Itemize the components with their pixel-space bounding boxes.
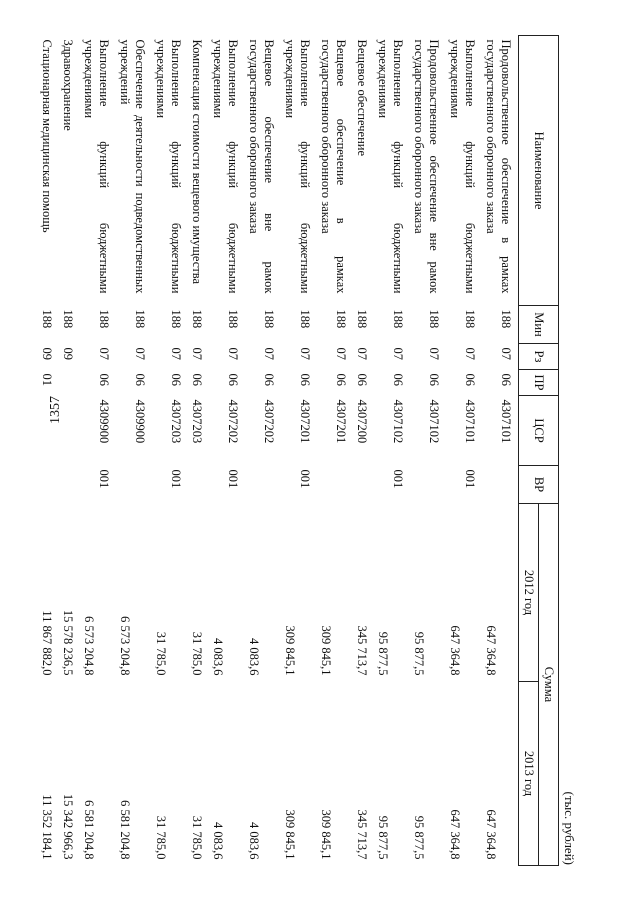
row-min: 188 [298, 309, 312, 329]
row-min: 188 [190, 309, 204, 329]
units-label: (тыс. рублей) [562, 791, 577, 865]
header-min: Мин [519, 306, 559, 344]
row-vr: 001 [97, 469, 111, 489]
row-rz: 09 [40, 347, 54, 360]
row-sum-2013: 11 352 184,1 [40, 794, 54, 860]
row-csr: 4307200 [355, 399, 369, 444]
row-sum-2013: 309 845,1 [319, 809, 333, 860]
row-min: 188 [355, 309, 369, 329]
table-row [78, 36, 114, 866]
row-name: Выполнение функций бюджетными учреждениями [448, 39, 477, 294]
row-rz: 07 [133, 347, 147, 360]
row-min: 188 [427, 309, 441, 329]
row-pr: 06 [427, 373, 441, 386]
row-pr: 06 [298, 373, 312, 386]
header-pr: ПР [519, 370, 559, 396]
table-header [519, 36, 559, 866]
row-vr [243, 466, 279, 504]
table-row [408, 36, 444, 866]
table-row [114, 36, 150, 866]
row-min: 188 [133, 309, 147, 329]
row-pr: 06 [499, 373, 513, 386]
table-row [207, 36, 243, 866]
row-name: Продовольственное обеспечение вне рамок государственного оборонного заказа [412, 39, 441, 294]
row-pr: 06 [334, 373, 348, 386]
row-pr: 06 [133, 373, 147, 386]
table-row [480, 36, 519, 866]
row-sum-2013: 95 877,5 [412, 815, 426, 860]
row-sum-2013: 31 785,0 [154, 815, 168, 860]
table-row [351, 36, 372, 866]
header-sum: Сумма [539, 504, 559, 866]
row-sum-2012: 309 845,1 [319, 625, 333, 676]
row-rz: 07 [355, 347, 369, 360]
row-min: 188 [226, 309, 240, 329]
row-vr [315, 466, 351, 504]
row-rz: 07 [391, 347, 405, 360]
header-rz: Рз [519, 344, 559, 370]
row-pr: 06 [190, 373, 204, 386]
row-min: 188 [97, 309, 111, 329]
row-csr: 4307202 [226, 399, 240, 444]
row-vr [36, 466, 57, 504]
row-pr [57, 370, 78, 396]
row-sum-2013: 4 083,6 [247, 822, 261, 860]
row-vr [114, 466, 150, 504]
header-year-2012: 2012 год [519, 504, 539, 682]
row-sum-2012: 647 364,8 [484, 625, 498, 676]
row-csr: 4307102 [427, 399, 441, 444]
row-rz: 07 [499, 347, 513, 360]
row-rz: 07 [463, 347, 477, 360]
row-pr: 01 [40, 373, 54, 386]
row-csr: 4307202 [262, 399, 276, 444]
row-csr: 4307203 [169, 399, 183, 444]
row-csr: 4307101 [463, 399, 477, 444]
row-sum-2012: 11 867 882,0 [40, 610, 54, 676]
row-vr: 001 [298, 469, 312, 489]
row-sum-2013: 4 083,6 [211, 822, 225, 860]
table-body [36, 36, 519, 866]
row-sum-2013: 345 713,7 [355, 809, 369, 860]
row-sum-2013: 31 785,0 [190, 815, 204, 860]
row-rz: 07 [262, 347, 276, 360]
row-sum-2013: 15 342 966,3 [61, 793, 75, 860]
row-rz: 09 [61, 347, 75, 360]
row-min: 188 [463, 309, 477, 329]
row-pr: 06 [169, 373, 183, 386]
table-row [279, 36, 315, 866]
header-name: Наименование [519, 36, 559, 306]
row-pr: 06 [262, 373, 276, 386]
row-min: 188 [40, 309, 54, 329]
row-csr: 4309900 [97, 399, 111, 444]
table-row [315, 36, 351, 866]
row-rz: 07 [169, 347, 183, 360]
row-sum-2012: 31 785,0 [190, 631, 204, 676]
row-min: 188 [262, 309, 276, 329]
row-name: Компенсация стоимости вещевого имущества [190, 39, 204, 285]
page-number: 1357 [48, 396, 63, 424]
row-vr [57, 466, 78, 504]
row-pr: 06 [226, 373, 240, 386]
row-csr: 4307203 [190, 399, 204, 444]
row-rz: 07 [226, 347, 240, 360]
row-sum-2013: 6 581 204,8 [82, 800, 96, 860]
row-sum-2012: 345 713,7 [355, 625, 369, 676]
row-sum-2013: 647 364,8 [484, 809, 498, 860]
row-csr [57, 396, 78, 466]
row-sum-2012: 4 083,6 [211, 638, 225, 676]
row-min: 188 [169, 309, 183, 329]
row-sum-2012: 95 877,5 [376, 631, 390, 676]
row-pr: 06 [97, 373, 111, 386]
row-sum-2012: 4 083,6 [247, 638, 261, 676]
row-name: Выполнение функций бюджетными учреждениями [283, 39, 312, 294]
row-name: Выполнение функций бюджетными учреждениями [82, 39, 111, 294]
row-min: 188 [391, 309, 405, 329]
table-row [186, 36, 207, 866]
header-csr: ЦСР [519, 396, 559, 466]
row-name: Выполнение функций бюджетными учреждениями [376, 39, 405, 294]
row-name: Вещевое обеспечение вне рамок государственного оборонного заказа [247, 39, 276, 294]
row-rz: 07 [334, 347, 348, 360]
table-row [36, 36, 57, 866]
table-row [243, 36, 279, 866]
row-csr: 4309900 [133, 399, 147, 444]
row-rz: 07 [97, 347, 111, 360]
row-vr [351, 466, 372, 504]
row-vr: 001 [463, 469, 477, 489]
row-sum-2012: 15 578 236,5 [61, 609, 75, 676]
header-vr: ВР [519, 466, 559, 504]
row-rz: 07 [427, 347, 441, 360]
row-name: Здравоохранение [61, 39, 75, 131]
table-row [372, 36, 408, 866]
row-name: Стационарная медицинская помощь [40, 39, 54, 233]
rotated-table-page [37, 35, 577, 865]
row-pr: 06 [463, 373, 477, 386]
row-name: Выполнение функций бюджетными учреждениями [154, 39, 183, 294]
table-row [57, 36, 78, 866]
row-vr: 001 [226, 469, 240, 489]
row-min: 188 [334, 309, 348, 329]
row-sum-2012: 6 573 204,8 [118, 616, 132, 676]
row-min: 188 [61, 309, 75, 329]
row-sum-2012: 6 573 204,8 [82, 616, 96, 676]
row-csr: 4307201 [298, 399, 312, 444]
table-row [150, 36, 186, 866]
row-name: Выполнение функций бюджетными учреждениями [211, 39, 240, 294]
row-sum-2012: 95 877,5 [412, 631, 426, 676]
row-rz: 07 [298, 347, 312, 360]
header-year-2013: 2013 год [519, 682, 539, 866]
row-sum-2012: 309 845,1 [283, 625, 297, 676]
row-vr: 001 [169, 469, 183, 489]
row-name: Обеспечение деятельности подведомственных учреждений [118, 39, 147, 294]
row-name: Вещевое обеспечение [355, 39, 369, 156]
row-min: 188 [499, 309, 513, 329]
row-pr: 06 [391, 373, 405, 386]
row-pr: 06 [355, 373, 369, 386]
table-row [444, 36, 480, 866]
row-sum-2013: 309 845,1 [283, 809, 297, 860]
row-name: Продовольственное обеспечение в рамках государственного оборонного заказа [484, 39, 513, 294]
row-sum-2013: 95 877,5 [376, 815, 390, 860]
row-sum-2012: 31 785,0 [154, 631, 168, 676]
row-sum-2013: 6 581 204,8 [118, 800, 132, 860]
budget-table [36, 35, 559, 866]
row-vr: 001 [391, 469, 405, 489]
row-vr [186, 466, 207, 504]
row-vr [480, 466, 519, 504]
row-csr: 4307102 [391, 399, 405, 444]
row-sum-2012: 647 364,8 [448, 625, 462, 676]
row-csr: 4307201 [334, 399, 348, 444]
row-name: Вещевое обеспечение в рамках государственного оборонного заказа [319, 39, 348, 294]
row-csr [36, 396, 57, 466]
row-vr [408, 466, 444, 504]
row-rz: 07 [190, 347, 204, 360]
row-csr: 4307101 [499, 399, 513, 444]
row-sum-2013: 647 364,8 [448, 809, 462, 860]
